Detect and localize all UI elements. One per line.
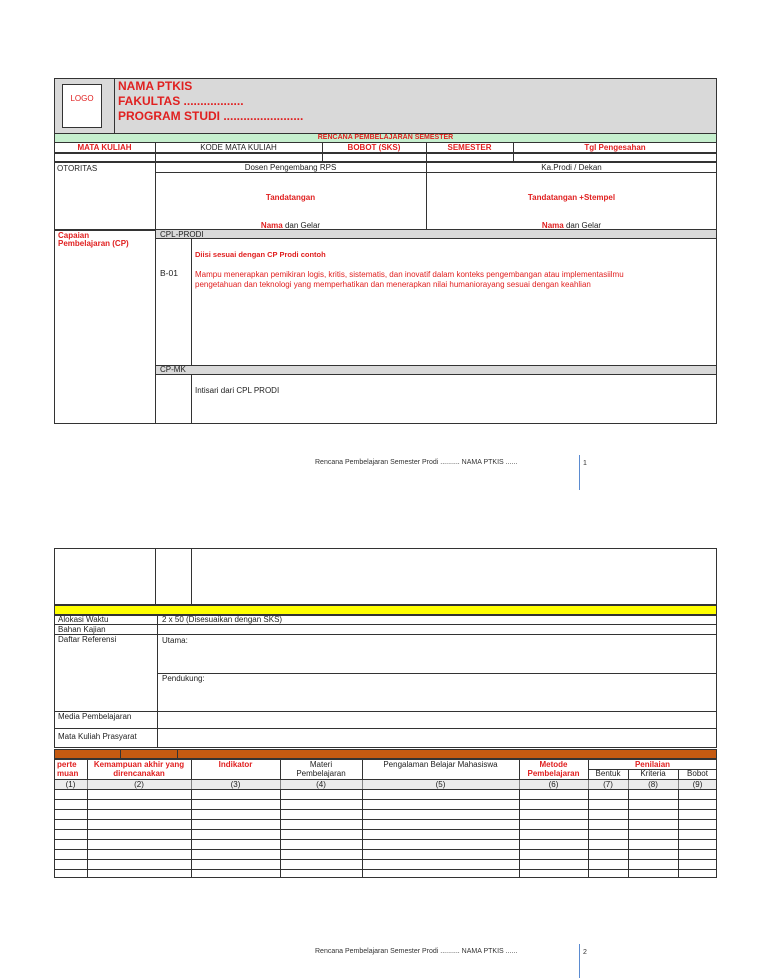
sched-hl-r3 bbox=[54, 819, 717, 820]
num-7: (7) bbox=[603, 780, 613, 789]
kaprodi-label: Ka.Prodi / Dekan bbox=[541, 163, 602, 172]
page-number-1: 1 bbox=[583, 460, 587, 467]
nama-gelar-right bbox=[426, 221, 717, 230]
cp-code-divider bbox=[191, 239, 192, 365]
nama-left-rest: dan Gelar bbox=[282, 221, 321, 230]
sched-hl-r6 bbox=[54, 849, 717, 850]
schedule-brown-bar bbox=[54, 749, 717, 759]
info-line-3 bbox=[157, 673, 717, 674]
cp-text-1: Mampu menerapkan pemikiran logis, kritis, sistematis, dan inovatif dalam konteks pengembangan atau implementasiilmu bbox=[195, 270, 624, 279]
cp-divider-left bbox=[155, 230, 156, 424]
alokasi-value: 2 x 50 (Disesuaikan dengan SKS) bbox=[162, 615, 283, 624]
num-6: (6) bbox=[548, 780, 559, 789]
cp-mk-label: CP-MK bbox=[160, 365, 186, 374]
head-bentuk: Bentuk bbox=[595, 769, 621, 778]
head-perte-1: perte bbox=[57, 760, 77, 769]
continued-divider-2 bbox=[191, 548, 192, 605]
logo-text: LOGO bbox=[70, 94, 94, 103]
media-label: Media Pembelajaran bbox=[58, 712, 132, 721]
ttd-right: Tandatangan +Stempel bbox=[527, 193, 616, 202]
daftar-label: Daftar Referensi bbox=[58, 635, 117, 644]
num-9: (9) bbox=[692, 780, 703, 789]
brown-divider-2 bbox=[177, 749, 178, 759]
yellow-bar bbox=[54, 605, 717, 615]
alokasi-label: Alokasi Waktu bbox=[58, 615, 109, 624]
sched-hl-num bbox=[54, 789, 717, 790]
head-indikator: Indikator bbox=[218, 760, 253, 769]
info-line-5 bbox=[54, 728, 717, 729]
row-divider-4 bbox=[513, 153, 514, 162]
pendukung-label: Pendukung: bbox=[162, 674, 205, 683]
num-4: (4) bbox=[316, 780, 326, 789]
institution-name: NAMA PTKIS bbox=[118, 79, 193, 93]
empty-value-row bbox=[54, 153, 717, 162]
col-mata-kuliah: MATA KULIAH bbox=[77, 143, 132, 152]
head-kemampuan-1: Kemampuan akhir yang bbox=[93, 760, 185, 769]
footer-2: Rencana Pembelajaran Semester Prodi .......... NAMA PTKIS ...... bbox=[315, 948, 518, 955]
otoritas-label: OTORITAS bbox=[57, 164, 98, 173]
page-number-2: 2 bbox=[583, 949, 587, 956]
cp-text-2: pengetahuan dan teknologi yang memperhatikan dan menerapkan nilai humaniorayang sesuai dengan keahlian bbox=[195, 280, 591, 289]
utama-label: Utama: bbox=[162, 636, 188, 645]
info-line-1 bbox=[54, 624, 717, 625]
col-bobot: BOBOT (SKS) bbox=[347, 143, 401, 152]
nama-gelar-left bbox=[155, 221, 426, 230]
head-bobot: Bobot bbox=[687, 769, 708, 778]
sched-hl-r8 bbox=[54, 869, 717, 870]
nama-left-bold: Nama bbox=[260, 221, 283, 230]
head-kemampuan-2: direncanakan bbox=[113, 769, 165, 778]
sched-hl-r5 bbox=[54, 839, 717, 840]
sched-hl-r2 bbox=[54, 809, 717, 810]
continued-divider-1 bbox=[155, 548, 156, 605]
logo-box bbox=[62, 84, 102, 128]
head-kriteria: Kriteria bbox=[640, 769, 666, 778]
footer-1: Rencana Pembelajaran Semester Prodi .......... NAMA PTKIS ...... bbox=[315, 459, 518, 466]
cp-label-2: Pembelajaran (CP) bbox=[58, 239, 129, 248]
page-1-marker bbox=[579, 455, 580, 490]
cp-mk-divider bbox=[191, 375, 192, 424]
row-divider-2 bbox=[322, 153, 323, 162]
head-penilaian: Penilaian bbox=[634, 760, 671, 769]
head-materi-1: Materi bbox=[309, 760, 333, 769]
program-name: PROGRAM STUDI ........................ bbox=[118, 109, 304, 123]
info-line-4 bbox=[54, 711, 717, 712]
num-3: (3) bbox=[230, 780, 241, 789]
row-divider-3 bbox=[426, 153, 427, 162]
num-8: (8) bbox=[648, 780, 658, 789]
prasyarat-label: Mata Kuliah Prasyarat bbox=[58, 732, 137, 741]
head-pengalaman: Pengalaman Belajar Mahasiswa bbox=[383, 760, 498, 769]
faculty-name: FAKULTAS .................. bbox=[118, 94, 244, 108]
sched-hl-r7 bbox=[54, 859, 717, 860]
col-tgl: Tgl Pengesahan bbox=[584, 143, 646, 152]
info-line-2 bbox=[54, 634, 717, 635]
rps-title: RENCANA PEMBELAJARAN SEMESTER bbox=[317, 134, 454, 141]
brown-divider-1 bbox=[120, 749, 121, 759]
cp-mk-text: Intisari dari CPL PRODI bbox=[195, 386, 280, 395]
head-materi-2: Pembelajaran bbox=[296, 769, 346, 778]
cp-note: Diisi sesuai dengan CP Prodi contoh bbox=[195, 250, 326, 259]
col-kode: KODE MATA KULIAH bbox=[200, 143, 277, 152]
cp-code: B-01 bbox=[160, 268, 178, 278]
continued-cp-block bbox=[54, 548, 717, 605]
dosen-label: Dosen Pengembang RPS bbox=[244, 163, 337, 172]
sched-hl-r4 bbox=[54, 829, 717, 830]
ttd-left: Tandatangan bbox=[265, 193, 316, 202]
cp-mk-bar bbox=[156, 365, 716, 375]
head-perte-2: muan bbox=[57, 769, 79, 778]
cp-block bbox=[54, 230, 717, 424]
cpl-prodi-label: CPL-PRODI bbox=[160, 230, 204, 239]
bahan-label: Bahan Kajian bbox=[58, 625, 106, 634]
cp-label-1: Capaian bbox=[58, 231, 90, 240]
otoritas-subhead-line bbox=[155, 172, 717, 173]
nama-right-bold: Nama bbox=[541, 221, 564, 230]
header-divider bbox=[114, 78, 115, 134]
head-metode-2: Pembelajaran bbox=[527, 769, 580, 778]
num-5: (5) bbox=[435, 780, 446, 789]
row-divider-1 bbox=[155, 153, 156, 162]
cpl-prodi-bar bbox=[156, 230, 716, 239]
col-semester: SEMESTER bbox=[447, 143, 492, 152]
nama-right-rest: dan Gelar bbox=[563, 221, 602, 230]
num-1: (1) bbox=[65, 780, 76, 789]
page-2-marker bbox=[579, 944, 580, 978]
head-metode-1: Metode bbox=[539, 760, 568, 769]
num-2: (2) bbox=[134, 780, 144, 789]
sched-hl-r1 bbox=[54, 799, 717, 800]
